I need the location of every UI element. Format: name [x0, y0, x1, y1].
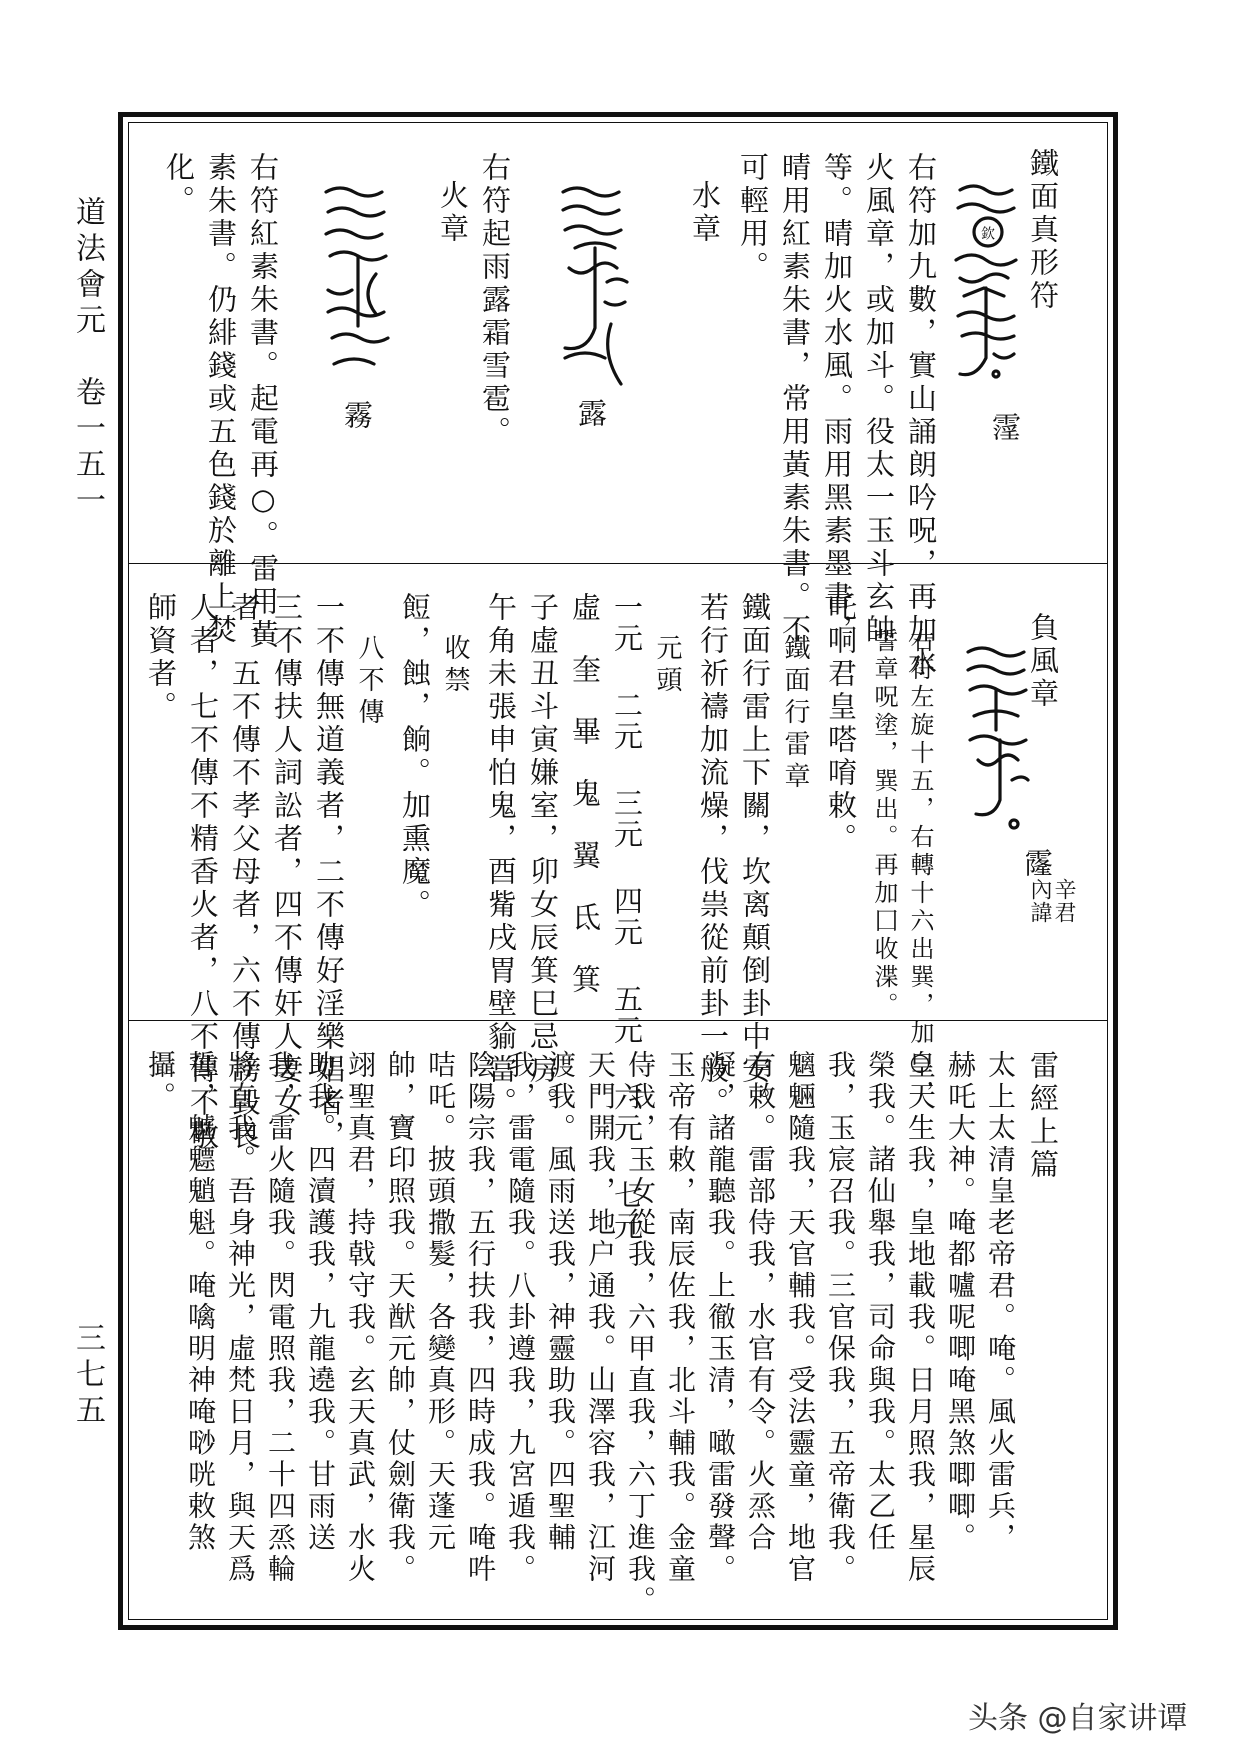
- section1-text-2: 右符起雨露霜雪雹。: [478, 152, 512, 449]
- subtitle-babuchuan: 八不傳: [354, 634, 384, 730]
- subtitle-water-chapter: 水章: [688, 180, 722, 246]
- section2-title: 負風章: [1026, 612, 1060, 711]
- text-line: 右符加九數，實山誦朗吟呪，再加水: [904, 152, 938, 680]
- text-line: 太上太清皇老帝君。唵。風火雷兵，: [984, 1050, 1017, 1554]
- text-line: 素朱書。仍緋錢或五色錢於離上焚: [204, 152, 238, 647]
- watermark: 头条 @自家讲谭: [968, 1701, 1188, 1736]
- section3-title: 雷經上篇: [1026, 1050, 1060, 1182]
- text-line: 魑魎隨我，天官輔我。受法靈童，地官: [784, 1050, 817, 1586]
- text-line: 赫吒大神。唵都嚧呢唧唵黑煞唧唧。: [944, 1050, 977, 1554]
- sigil-note-a: 辛君: [1051, 878, 1076, 924]
- text-line: 榮我。諸仙舉我，司命與我。太乙任: [864, 1050, 897, 1554]
- section1-title: 鐵面真形符: [1026, 148, 1060, 313]
- sigil3-label: 霧: [340, 400, 374, 433]
- sigil2-label: 露: [574, 398, 608, 431]
- page-number: 三七五: [70, 1322, 105, 1430]
- text-line: 人者，七不傳不精香火者，八不傳不敬: [186, 592, 220, 1153]
- subtitle-tiemian-xingleizhang: 鐵面行雷章: [780, 634, 810, 794]
- text-line: 可輕用。: [736, 152, 770, 284]
- text-line: 將直我。吾身神光，虛梵日月，與天爲: [224, 1050, 257, 1586]
- text-line: 鐵面行雷上下關，坎离顛倒卦中安。: [738, 592, 772, 1120]
- text-line: 化。: [162, 152, 196, 218]
- text-line: 三不傳扶人詞訟者，四不傳奸人妻女: [270, 592, 304, 1120]
- text-line: 一元 二元 三元 四元 五元 六元 七元: [610, 592, 644, 1242]
- talisman-sigil-fufeng-icon: [960, 640, 1030, 840]
- text-line: 晴用紅素朱書，常用黃素朱書。不: [778, 152, 812, 647]
- sigil-note-b: 內諱: [1027, 878, 1052, 924]
- text-line: 右符紅素朱書。起電再○。雷用黃: [246, 152, 280, 652]
- text-line: 侍我，玉女從我，六甲直我，六丁進我。: [624, 1050, 657, 1617]
- subtitle-fire-chapter: 火章: [436, 180, 470, 246]
- text-line: 翊聖真君，持戟守我。玄天真武，水火: [344, 1050, 377, 1586]
- talisman-sigil-1-icon: [950, 178, 1022, 398]
- text-line: 凝，諸龍聽我。上徹玉清，噉雷發聲。: [704, 1050, 737, 1586]
- text-line: 子虛丑斗寅嫌室，卯女辰箕巳忌房。: [526, 592, 560, 1120]
- text-line: 天門開我，地户通我。山澤容我，江河: [584, 1050, 617, 1586]
- talisman-sigil-2-icon: [555, 178, 639, 398]
- text-line: 有敕。雷部侍我，水官有令。火烝合: [744, 1050, 777, 1554]
- text-line: 虛 奎 畢 鬼 翼 氐 箕: [568, 592, 602, 995]
- text-line: 陰陽宗我，五行扶我，四時成我。唵吽: [464, 1050, 497, 1586]
- sigil1-label: 霪: [988, 412, 1022, 445]
- text-line: 我，玉宸召我。三官保我，五帝衛我。: [824, 1050, 857, 1586]
- text-line: 玉帝有敕，南辰佐我，北斗輔我。金童: [664, 1050, 697, 1586]
- section2-text-d: 餖，蝕，餉。加熏魔。: [398, 592, 432, 922]
- text-line: 者，五不傳不孝父母者，六不傳謗毀良: [228, 592, 262, 1153]
- text-line: 渡我。風雨送我，神靈助我。四聖輔: [544, 1050, 577, 1554]
- note-line: 誓章呪塗，巽出。再加囗收渫。: [870, 628, 898, 1020]
- text-line: 午角未張申怕鬼，酉觜戌胃壁貐當。: [484, 592, 518, 1120]
- text-line: 等。晴加火水風。雨用黑素墨書，: [820, 152, 854, 647]
- text-line: 師資者。: [144, 592, 178, 724]
- text-line: 帥，寶印照我。天猷元帥，仗劍衛我。: [384, 1050, 417, 1586]
- text-line: 我，雷電隨我。八卦遵我，九宮遁我。: [504, 1050, 537, 1586]
- text-line: 咭吒。披頭撒髮，各變真形。天蓬元: [424, 1050, 457, 1554]
- text-line: 攝。: [144, 1050, 177, 1113]
- section2-text-a: 吒哃君皇嗒唷敕。: [824, 592, 858, 856]
- book-title: 道法會元 卷一五一: [70, 196, 105, 520]
- text-line: 皇天生我，皇地載我。日月照我，星辰: [904, 1050, 937, 1586]
- text-line: 誓，魖魒魈魁。唵噙明神唵唦咣敕煞: [184, 1050, 217, 1554]
- text-line: 我，雷火隨我。閃電照我，二十四烝輪: [264, 1050, 297, 1586]
- sigil-fufeng-label: 霳: [1020, 848, 1054, 881]
- text-line: 火風章，或加斗。役太一玉斗玄帥: [862, 152, 896, 647]
- text-line: 若行祈禱加流燥，伐祟從前卦一般。: [696, 592, 730, 1120]
- subtitle-shoujin: 收禁: [440, 634, 470, 698]
- sigil1-seal-char: 欽: [979, 226, 995, 240]
- text-line: 一不傳無道義者，二不傳好淫樂娼者，: [312, 592, 346, 1153]
- subtitle-yuantou: 元頭: [652, 634, 682, 698]
- talisman-sigil-3-icon: [318, 178, 402, 398]
- text-line: 助我。四瀆護我，九龍遶我。甘雨送: [304, 1050, 337, 1554]
- note-line: 右符左旋十五，右轉十六出巽，加○，: [906, 628, 934, 1108]
